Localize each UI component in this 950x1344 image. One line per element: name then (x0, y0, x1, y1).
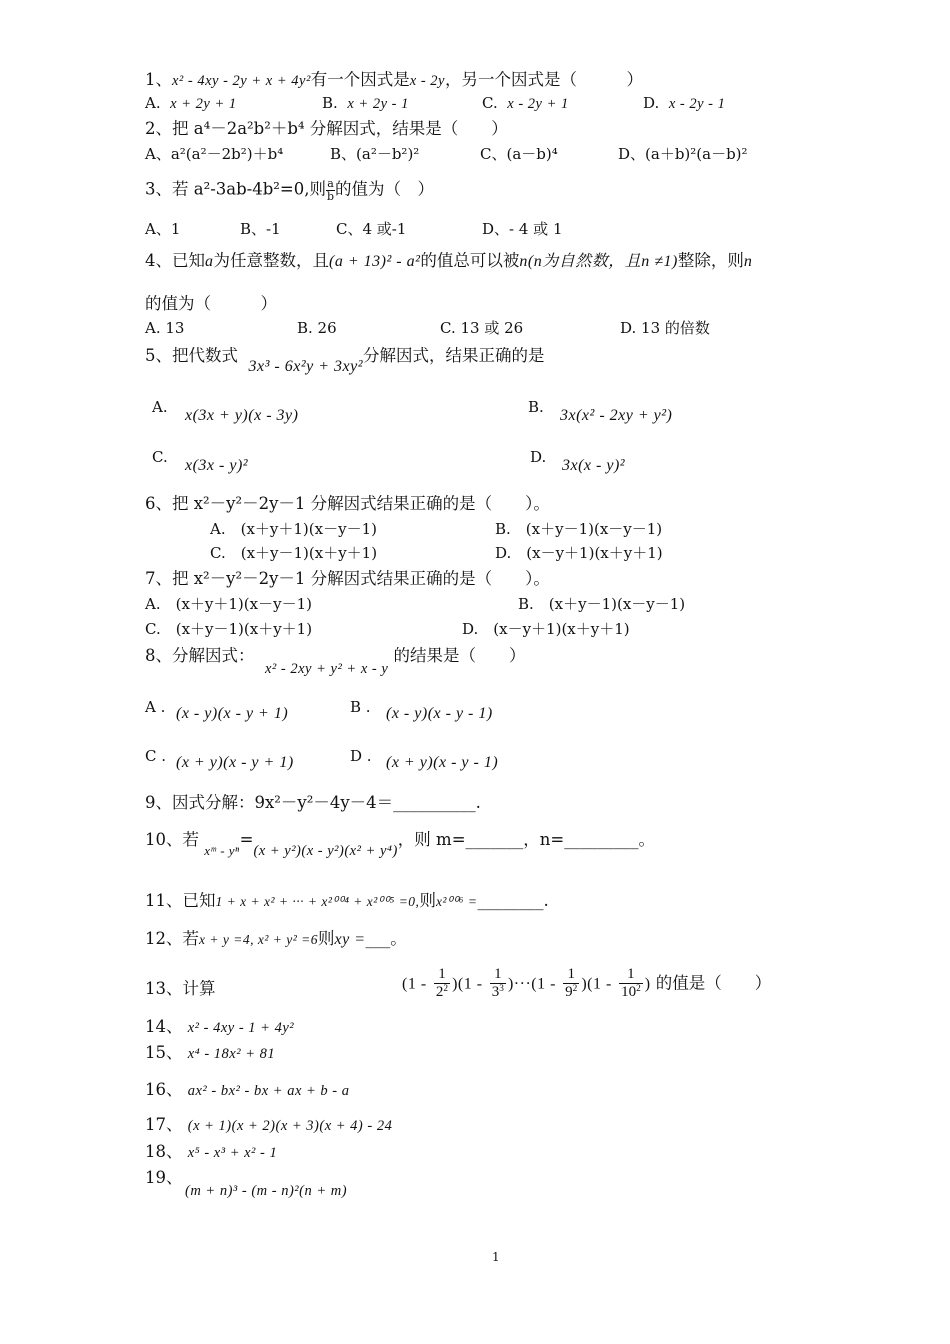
q12-mid: 则 (318, 929, 335, 948)
q1-option-d (643, 96, 725, 112)
q7-option-b: B. (x＋y－1)(x－y－1) (518, 595, 686, 613)
q3-option-b: B、-1 (240, 220, 281, 238)
fraction-1-over-2sq: $\frac{1}{2^2}$ (435, 966, 449, 1001)
option-expression: x + 2y - 1 (347, 96, 409, 112)
option-label: B. (528, 398, 544, 416)
q15 (145, 1045, 275, 1062)
q8-stem (145, 646, 526, 677)
q18 (145, 1144, 277, 1161)
option-label: B . (350, 698, 371, 716)
q10-expression-right: (x + y²)(x - y²)(x² + y⁴) (253, 843, 398, 859)
q4-option-b: B. 26 (297, 319, 337, 337)
q13-stem-label: 13、计算 (145, 979, 216, 998)
option-label: C . (145, 747, 167, 765)
q4-option-c: C. 13 或 26 (440, 319, 524, 337)
q14 (145, 1019, 294, 1036)
q4-expression: (a + 13)² - a² (329, 253, 421, 270)
q10-stem (145, 830, 655, 859)
q10-pre: 10、若 (145, 830, 199, 849)
q1-text: 有一个因式是 (310, 70, 410, 89)
q4-condition: n(n为自然数，且n ≠1) (519, 253, 678, 270)
q12-expression: x + y =4, x² + y² =6 (199, 932, 319, 947)
q3-option-a: A、1 (145, 220, 181, 238)
q8-expression: x² - 2xy + y² + x - y (265, 661, 389, 677)
q1-stem (145, 72, 643, 89)
q8-option-d (350, 749, 372, 764)
q2-option-c: C、(a－b)⁴ (480, 145, 558, 163)
q13-product-expression: (1 - $\frac{1}{2^2}$ )(1 - $\frac{1}{3^3}$ )···(1 - $\frac{1}{9^2}$ )(1 - $\frac{1}{10^2}$ ) 的值是（ ） (402, 966, 772, 1001)
q12-post: ___。 (365, 929, 407, 948)
page-number: 1 (492, 1250, 500, 1264)
q18-number: 18、 (145, 1142, 183, 1161)
option-expression: x + 2y + 1 (170, 96, 237, 112)
q2-option-a: A、a²(a²－2b²)＋b⁴ (145, 145, 284, 163)
q15-number: 15、 (145, 1043, 183, 1062)
q6-option-b: B. (x＋y－1)(x－y－1) (495, 520, 663, 538)
option-label: D. (530, 448, 547, 466)
q17-expression: (x + 1)(x + 2)(x + 3)(x + 4) - 24 (187, 1118, 393, 1134)
q4-option-a: A. 13 (145, 319, 185, 337)
q5-option-b (528, 400, 544, 415)
q2-option-d: D、(a＋b)²(a－b)² (618, 145, 748, 163)
q6-option-d: D. (x－y＋1)(x＋y＋1) (495, 544, 663, 562)
option-label: D. (643, 94, 660, 112)
q7-option-c: C. (x＋y－1)(x＋y＋1) (145, 620, 313, 638)
q10-post: ，则 m=_______，n=_________。 (397, 830, 655, 849)
q8-option-a-expr: (x - y)(x - y + 1) (176, 705, 289, 722)
q16 (145, 1082, 350, 1099)
q3-post: 的值为（ ） (335, 179, 435, 199)
q8-option-c (145, 749, 166, 764)
q14-expression: x² - 4xy - 1 + 4y² (187, 1020, 295, 1036)
q4-var-n: n (743, 253, 753, 270)
q13-post: 的值是（ ） (655, 973, 772, 993)
q3-pre: 3、若 a²-3ab-4b²=0,则 (145, 179, 326, 199)
q1-factor: x - 2y (409, 73, 445, 89)
q1-expression: x² - 4xy - 2y + x + 4y² (172, 73, 311, 89)
q16-number: 16、 (145, 1080, 183, 1099)
fraction-1-over-3sq: $\frac{1}{3^3}$ (491, 966, 504, 1001)
q3-stem (145, 178, 434, 202)
q16-expression: ax² - bx² - bx + ax + b - a (187, 1083, 350, 1099)
q5-stem (145, 346, 545, 375)
fraction-numerator: a (327, 177, 334, 190)
q18-expression: x⁵ - x³ + x² - 1 (187, 1145, 278, 1161)
q4-mid: 为任意整数，且 (213, 251, 329, 270)
q7-option-a: A. (x＋y＋1)(x－y－1) (145, 595, 312, 613)
q5-option-b-expr: 3x(x² - 2xy + y²) (560, 407, 673, 424)
q5-option-c (152, 450, 168, 465)
q10-equals: = (239, 830, 254, 849)
q4-var-a: a (205, 253, 214, 270)
q1-option-b (322, 96, 409, 112)
option-label: B. (322, 94, 338, 112)
q8-option-b (350, 700, 371, 715)
option-expression: x - 2y + 1 (507, 96, 569, 112)
q17 (145, 1117, 392, 1134)
q5-pre: 5、把代数式 (145, 346, 238, 365)
q19-expression-line (185, 1182, 347, 1199)
q11-expression: 1 + x + x² + ··· + x²⁰⁰⁴ + x²⁰⁰⁵ =0, (215, 894, 420, 909)
fraction-1-over-9sq: $\frac{1}{9^2}$ (565, 966, 578, 1001)
q8-option-d-expr: (x + y)(x - y - 1) (386, 754, 499, 771)
q4-pre: 4、已知 (145, 251, 205, 270)
q5-option-a (152, 400, 168, 415)
q1-number: 1、 (145, 70, 172, 89)
q11-post: ________. (477, 891, 549, 910)
q12-pre: 12、若 (145, 929, 199, 948)
q4-stem-line2: 的值为（ ） (145, 294, 277, 313)
option-label: A . (145, 698, 166, 716)
q4-mid2: 的值总可以被 (420, 251, 520, 270)
q3-option-c: C、4 或-1 (336, 220, 407, 238)
option-label: A. (145, 94, 161, 112)
q15-expression: x⁴ - 18x² + 81 (187, 1046, 276, 1062)
q8-post: 的结果是（ ） (393, 646, 526, 665)
q2-option-b: B、(a²－b²)² (330, 145, 420, 163)
q1-text2: ，另一个因式是（ ） (445, 70, 643, 89)
q9-stem: 9、因式分解：9x²－y²－4y－4＝__________. (145, 793, 481, 812)
option-label: C. (152, 448, 168, 466)
q17-number: 17、 (145, 1115, 183, 1134)
option-label: D . (350, 747, 372, 765)
q5-option-d-expr: 3x(x - y)² (562, 457, 626, 474)
q11-pre: 11、已知 (145, 891, 216, 910)
q7-option-d: D. (x－y＋1)(x＋y＋1) (462, 620, 630, 638)
q3-option-d: D、- 4 或 1 (482, 220, 563, 238)
q11-expression2: x²⁰⁰⁶ = (435, 894, 478, 909)
q7-stem: 7、把 x²－y²－2y－1 分解因式结果正确的是（ ）。 (145, 569, 550, 588)
q12-xy: xy = (334, 931, 366, 948)
option-expression: x - 2y - 1 (668, 96, 726, 112)
q5-option-d (530, 450, 546, 465)
q5-post: 分解因式，结果正确的是 (363, 346, 545, 365)
q19-number-line (145, 1170, 183, 1187)
q19-expression: (m + n)³ - (m - n)²(n + m) (185, 1183, 348, 1199)
q5-option-a-expr: x(3x + y)(x - 3y) (185, 407, 299, 424)
q8-pre: 8、分解因式： (145, 646, 255, 665)
q4-stem (145, 253, 752, 270)
option-label: C. (482, 94, 498, 112)
q4-post: 整除，则 (677, 251, 744, 270)
fraction-denominator: b (326, 189, 335, 203)
q8-option-b-expr: (x - y)(x - y - 1) (386, 705, 493, 722)
q1-option-c (482, 96, 569, 112)
q6-option-c: C. (x＋y－1)(x＋y＋1) (210, 544, 378, 562)
q11-stem (145, 893, 549, 910)
q4-option-d: D. 13 的倍数 (620, 319, 710, 337)
q10-expression-left: xᵐ - yⁿ (204, 843, 240, 858)
option-label: A. (152, 398, 168, 416)
q2-stem: 2、把 a⁴－2a²b²＋b⁴ 分解因式，结果是（ ） (145, 119, 508, 138)
q1-option-a (145, 96, 237, 112)
q12-stem (145, 931, 407, 948)
q14-number: 14、 (145, 1017, 183, 1036)
q5-expression: 3x³ - 6x²y + 3xy² (248, 358, 364, 375)
fraction-1-over-10sq: $\frac{1}{10^2}$ (621, 966, 641, 1001)
q8-option-c-expr: (x + y)(x - y + 1) (176, 754, 294, 771)
q11-mid: 则 (419, 891, 436, 910)
q19-number: 19、 (145, 1168, 183, 1187)
q6-option-a: A. (x＋y＋1)(x－y－1) (210, 520, 377, 538)
q3-fraction (326, 178, 335, 202)
q8-option-a (145, 700, 165, 715)
q5-option-c-expr: x(3x - y)² (185, 457, 249, 474)
q6-stem: 6、把 x²－y²－2y－1 分解因式结果正确的是（ ）。 (145, 494, 550, 513)
